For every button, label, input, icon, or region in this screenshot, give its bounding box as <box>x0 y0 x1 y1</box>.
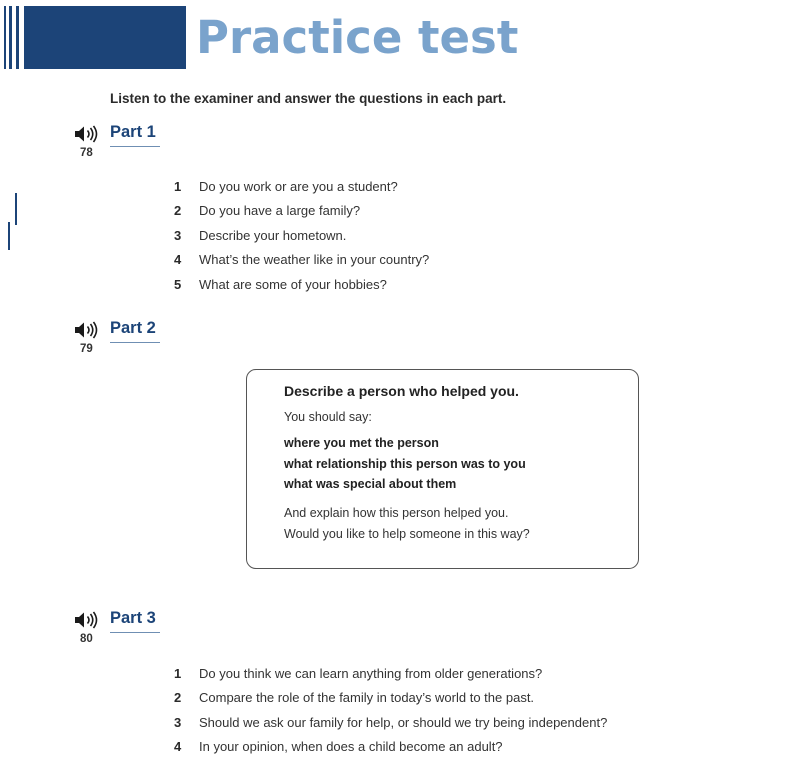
question-text: What’s the weather like in your country? <box>199 252 430 268</box>
cue-card-closing: And explain how this person helped you. <box>284 505 509 520</box>
speaker-icon[interactable] <box>74 125 104 143</box>
list-item: where you met the person <box>284 436 439 450</box>
cue-card-points <box>284 433 638 495</box>
question-number: 4 <box>174 252 182 268</box>
cue-card-title: Describe a person who helped you. <box>284 383 519 399</box>
divider <box>110 342 160 343</box>
part-1-question-list <box>174 175 429 297</box>
cue-card <box>246 369 639 569</box>
question-text: Compare the role of the family in today’s world to the past. <box>199 690 535 706</box>
list-item <box>174 662 607 686</box>
margin-mark <box>15 193 17 225</box>
instructions: Listen to the examiner and answer the questions in each part. <box>110 91 507 106</box>
list-item <box>174 711 607 735</box>
decorative-bar <box>16 6 19 69</box>
header-block <box>24 6 186 69</box>
decorative-bar <box>9 6 12 69</box>
list-item <box>174 199 429 223</box>
divider <box>110 146 160 147</box>
question-number: 4 <box>174 739 182 755</box>
question-number: 5 <box>174 276 182 292</box>
list-item <box>174 735 607 759</box>
speaker-icon[interactable] <box>74 321 104 339</box>
audio-track-number: 79 <box>80 343 93 355</box>
question-text: Should we ask our family for help, or should we try being independent? <box>199 714 608 730</box>
audio-track-number: 78 <box>80 147 93 159</box>
list-item <box>174 224 429 248</box>
question-text: In your opinion, when does a child become an adult? <box>199 739 503 755</box>
question-number: 1 <box>174 179 182 194</box>
question-number: 2 <box>174 690 182 706</box>
part-title: Part 1 <box>110 123 156 141</box>
decorative-bar <box>4 6 6 69</box>
part-3-question-list <box>174 662 607 760</box>
list-item: what was special about them <box>284 477 457 491</box>
question-text: Do you work or are you a student? <box>199 179 398 194</box>
list-item <box>174 686 607 710</box>
question-text: Describe your hometown. <box>199 227 347 243</box>
question-text: Do you think we can learn anything from older generations? <box>199 666 543 681</box>
question-number: 3 <box>174 714 182 730</box>
list-item <box>174 273 429 297</box>
question-number: 1 <box>174 666 182 681</box>
cue-card-prompt: You should say: <box>284 410 372 424</box>
margin-mark <box>8 222 10 250</box>
question-text: Do you have a large family? <box>199 203 361 219</box>
question-number: 3 <box>174 227 182 243</box>
list-item <box>174 248 429 272</box>
list-item: what relationship this person was to you <box>284 456 526 471</box>
part-title: Part 2 <box>110 319 156 337</box>
part-title: Part 3 <box>110 609 156 627</box>
question-number: 2 <box>174 203 182 219</box>
divider <box>110 632 160 633</box>
list-item <box>174 175 429 199</box>
page-title: Practice test <box>196 11 519 64</box>
cue-card-closing: Would you like to help someone in this way? <box>284 526 530 541</box>
question-text: What are some of your hobbies? <box>199 276 387 292</box>
speaker-icon[interactable] <box>74 611 104 629</box>
audio-track-number: 80 <box>80 633 93 645</box>
